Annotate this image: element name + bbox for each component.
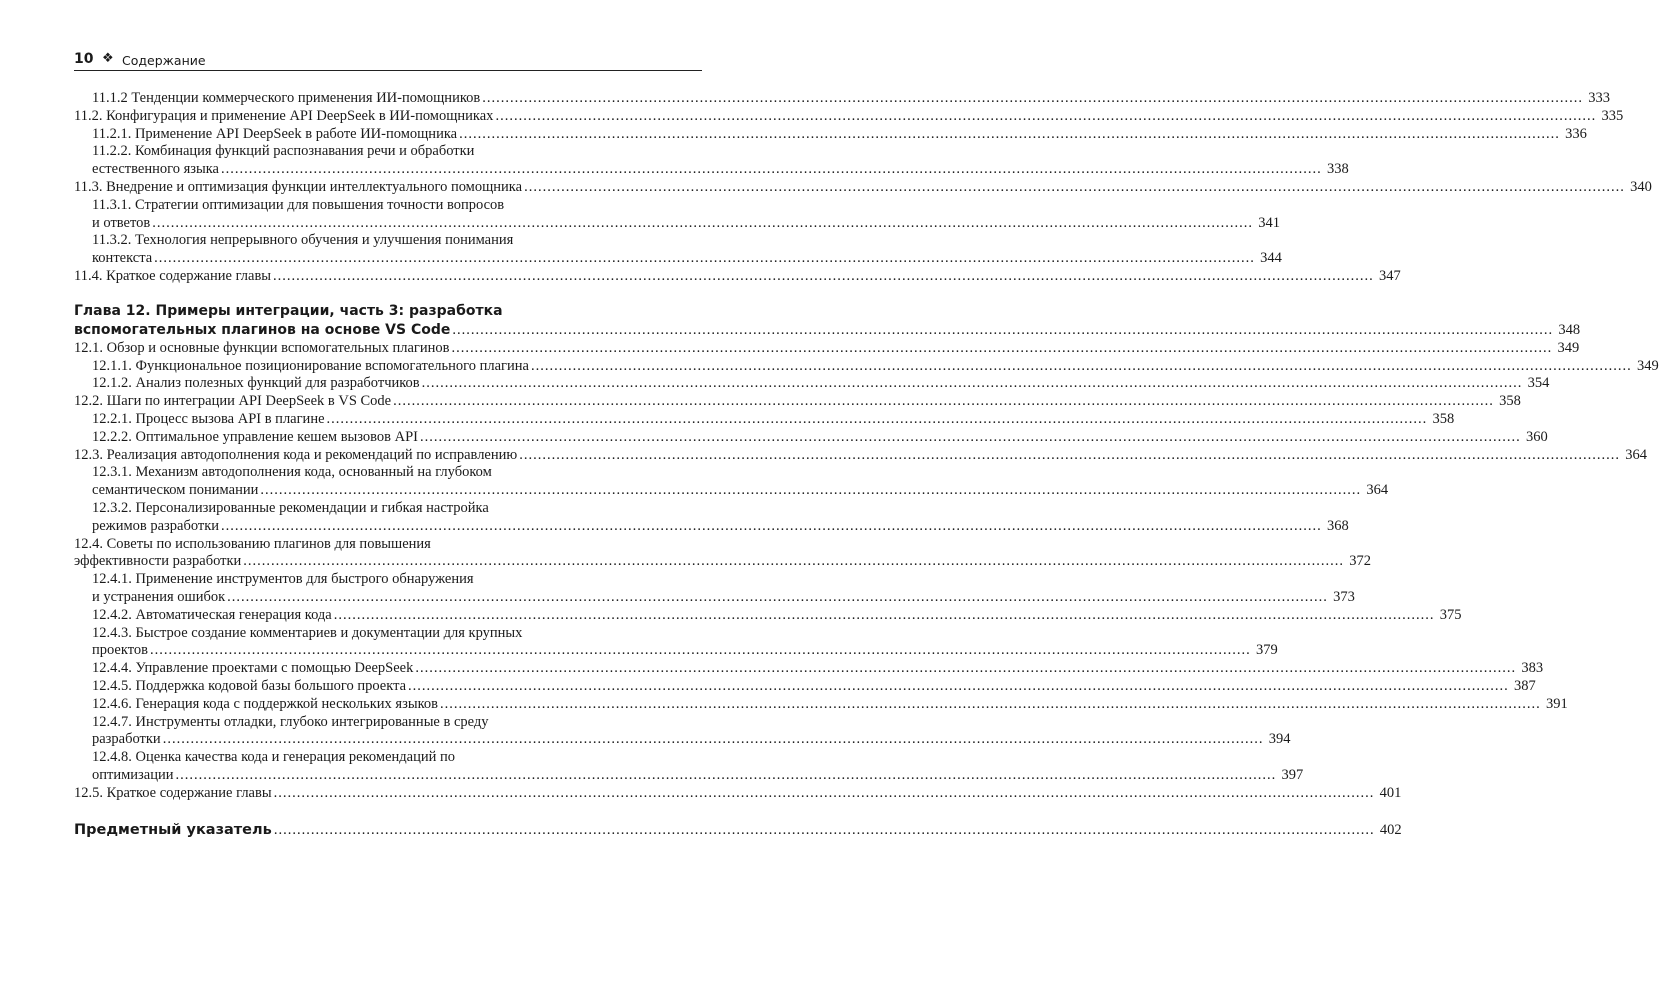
leader-dots [524,179,1625,197]
toc-entry[interactable] [74,731,1291,749]
toc-entry[interactable] [74,446,1647,465]
toc-entry[interactable] [74,606,1462,625]
leader-dots [163,731,1264,749]
toc-entry[interactable] [74,250,1282,268]
table-of-contents [74,90,1659,840]
toc-entry[interactable] [74,393,1521,411]
toc-entry[interactable] [74,90,1610,108]
spacer [74,286,702,302]
leader-dots [327,411,1428,429]
toc-entry-title-line2: разработки [92,731,161,748]
toc-entry-title: 12.4.4. Управление проектами с помощью DeepSeek [92,660,414,677]
toc-entry[interactable] [74,178,1652,197]
toc-entry-page: 349 [1557,339,1580,356]
toc-entry-title: 11.4. Краткое содержание главы [74,267,272,284]
toc-entry[interactable] [74,517,1349,536]
toc-entry[interactable] [74,642,1278,660]
page-number: 10 [74,51,94,67]
toc-entry[interactable] [74,375,1550,393]
toc-entry[interactable] [74,660,1544,678]
leader-dots [519,447,1620,465]
toc-entry-title: 11.1.2 Тенденции коммерческого применения ИИ-помощников [92,90,481,106]
toc-entry-title-line2: и устранения ошибок [92,588,226,605]
toc-entry-page: 338 [1326,161,1349,178]
toc-entry-page: 364 [1366,482,1389,499]
leader-dots [482,90,1583,108]
toc-entry[interactable] [74,214,1280,233]
leader-dots [221,518,1322,536]
toc-entry-title: 12.4.6. Генерация кода с поддержкой нескольких языков [92,695,438,712]
leader-dots [393,393,1494,411]
toc-entry[interactable] [74,428,1548,447]
toc-entry-title-line2: проектов [92,642,148,659]
toc-entry-title: 12.2.1. Процесс вызова API в плагине [92,410,325,427]
toc-entry-title: 11.2. Конфигурация и применение API DeepSeek в ИИ-помощниках [74,107,494,124]
toc-entry-page: 347 [1379,267,1401,284]
toc-entry[interactable] [74,695,1568,714]
chapter-page: 348 [1558,321,1581,338]
leader-dots [334,607,1435,625]
toc-entry-page: 373 [1333,588,1355,605]
ornament-icon: ❖ [102,51,114,66]
toc-entry-title: 12.1.1. Функциональное позиционирование вспомогательного плагина [92,357,529,374]
leader-dots [420,429,1521,447]
toc-entry[interactable] [74,161,1349,179]
leader-dots [531,358,1632,376]
index-title: Предметный указатель [74,822,272,839]
leader-dots [274,822,1375,840]
toc-entry[interactable] [74,410,1455,429]
toc-entry-title-line2: семантическом понимании [92,482,259,499]
toc-entry-page: 354 [1527,375,1550,392]
toc-entry[interactable] [74,677,1536,696]
index-entry[interactable] [74,822,1402,840]
toc-entry-page: 335 [1601,107,1624,124]
toc-entry-title-line2: естественного языка [92,161,219,178]
toc-entry-page: 358 [1432,410,1455,427]
toc-entry-page: 349 [1636,357,1659,374]
toc-entry-title-line1: 12.3.2. Персонализированные рекомендации и гибкая настройка [92,499,489,516]
chapter-title-line2: вспомогательных плагинов на основе VS Code [74,321,451,338]
leader-dots [243,553,1344,571]
chapter-title-line1: Глава 12. Примеры интеграции, часть 3: разработка [74,302,503,319]
toc-entry-title-line1: 12.3.1. Механизм автодополнения кода, основанный на глубоком [92,464,492,481]
toc-entry[interactable] [74,482,1389,500]
toc-entry[interactable] [74,588,1355,607]
leader-dots [274,785,1375,803]
toc-entry-title: 12.1. Обзор и основные функции вспомогательных плагинов [74,339,450,356]
toc-entry-title: 11.3. Внедрение и оптимизация функции интеллектуального помощника [74,178,523,195]
toc-entry-title: 11.2.1. Применение API DeepSeek в работе ИИ-помощника [92,125,458,142]
index-page: 402 [1379,822,1402,839]
toc-entry-page: 401 [1379,784,1402,801]
toc-entry-title: 12.5. Краткое содержание главы [74,784,272,801]
toc-entry-page: 336 [1565,125,1587,142]
chapter-heading[interactable] [74,302,1581,340]
running-header [74,50,702,71]
toc-entry-page: 341 [1258,214,1280,231]
toc-entry-page: 375 [1439,606,1462,623]
toc-entry-title-line1: 12.4. Советы по использованию плагинов для повышения [74,535,431,552]
leader-dots [459,126,1560,144]
toc-entry-title-line1: 12.4.1. Применение инструментов для быстрого обнаружения [92,571,474,588]
toc-entry-page: 358 [1499,393,1521,410]
toc-entry-title-line1: 11.3.2. Технология непрерывного обучения и улучшения понимания [92,232,514,249]
toc-entry-title-line2: контекста [92,250,153,267]
toc-entry[interactable] [74,357,1659,376]
toc-entry-page: 333 [1588,90,1610,106]
toc-entry[interactable] [74,107,1624,126]
toc-entry-title-line1: 12.4.8. Оценка качества кода и генерация рекомендаций по [92,749,455,766]
leader-dots [221,161,1322,179]
leader-dots [176,767,1277,785]
toc-entry-title-line2: оптимизации [92,766,174,783]
leader-dots [422,375,1523,393]
leader-dots [451,340,1552,358]
toc-entry-title: 12.4.2. Автоматическая генерация кода [92,606,332,623]
toc-entry-page: 383 [1521,660,1544,677]
toc-entry[interactable] [74,784,1402,803]
toc-entry-page: 391 [1545,695,1568,712]
leader-dots [440,696,1541,714]
spacer [74,802,702,822]
toc-entry-title: 12.4.5. Поддержка кодовой базы большого проекта [92,677,407,694]
toc-entry-title: 12.2. Шаги по интеграции API DeepSeek в VS Code [74,393,392,410]
leader-dots [495,108,1596,126]
running-header-title: Содержание [122,53,206,68]
leader-dots [452,321,1553,340]
toc-entry-title: 12.1.2. Анализ полезных функций для разработчиков [92,375,420,392]
toc-entry-title: 12.2.2. Оптимальное управление кешем вызовов API [92,428,419,445]
toc-entry[interactable] [74,267,1401,286]
toc-entry-title: 12.3. Реализация автодополнения кода и рекомендаций по исправлению [74,446,518,463]
toc-entry[interactable] [74,339,1580,358]
toc-entry-page: 372 [1349,553,1372,570]
toc-entry-page: 387 [1514,677,1536,694]
toc-entry-title-line2: и ответов [92,214,151,231]
toc-entry-page: 397 [1281,766,1304,783]
leader-dots [154,250,1255,268]
toc-entry-title-line1: 11.3.1. Стратегии оптимизации для повышения точности вопросов [92,196,505,213]
leader-dots [408,678,1509,696]
toc-entry-page: 394 [1268,731,1291,748]
toc-entry-title-line1: 11.2.2. Комбинация функций распознавания речи и обработки [92,143,475,160]
toc-entry[interactable] [74,766,1304,785]
toc-entry-page: 364 [1625,446,1647,463]
toc-entry-page: 344 [1260,250,1282,267]
leader-dots [152,215,1253,233]
leader-dots [273,268,1374,286]
toc-entry-title-line2: режимов разработки [92,517,220,534]
toc-entry[interactable] [74,125,1587,144]
leader-dots [227,589,1328,607]
toc-entry-title-line2: эффективности разработки [74,553,242,570]
toc-entry-page: 379 [1255,642,1278,659]
toc-entry-title-line1: 12.4.3. Быстрое создание комментариев и документации для крупных [92,624,523,641]
toc-entry-page: 368 [1327,517,1349,534]
toc-entry-title-line1: 12.4.7. Инструменты отладки, глубоко интегрированные в среду [92,713,489,730]
toc-entry[interactable] [74,553,1372,571]
leader-dots [260,482,1361,500]
toc-entry-page: 340 [1630,178,1652,195]
leader-dots [150,642,1251,660]
toc-entry-page: 360 [1526,428,1548,445]
leader-dots [415,660,1516,678]
